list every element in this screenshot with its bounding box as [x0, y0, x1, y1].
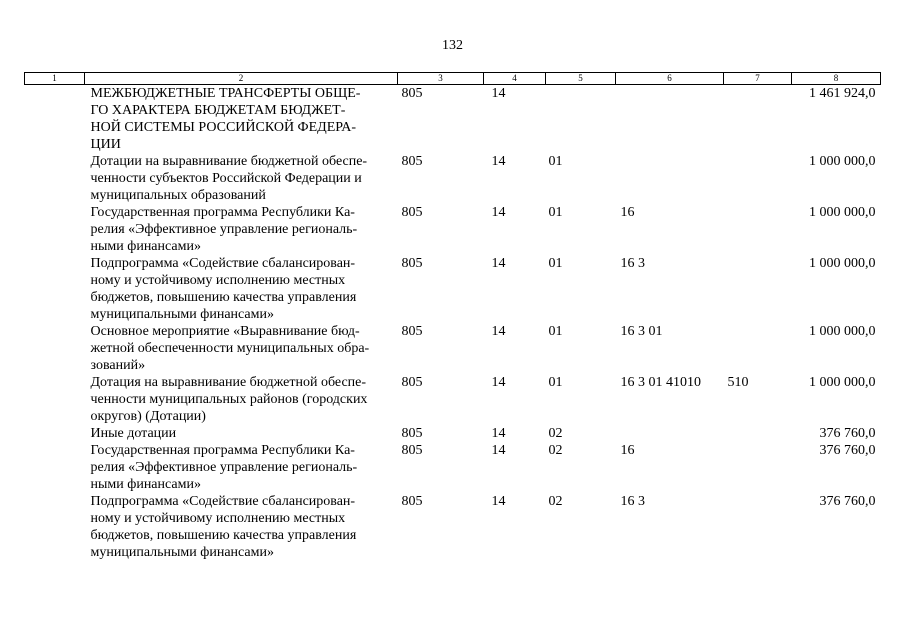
- cell-c3: 805: [401, 494, 423, 509]
- cell-name-line: ными финансами»: [90, 239, 201, 254]
- cell-c7: [724, 153, 792, 204]
- cell-c8: 1 000 000,0: [809, 375, 876, 390]
- cell-c8: 376 760,0: [819, 426, 876, 441]
- cell-col-1: [25, 85, 85, 154]
- cell-name-line: муниципальными финансами»: [90, 545, 274, 560]
- cell-col-1: [25, 442, 85, 493]
- cell-c5: 01: [548, 205, 563, 220]
- column-header-4: 4: [484, 73, 546, 85]
- cell-c6: [616, 425, 724, 442]
- cell-c5: 01: [548, 375, 563, 390]
- column-header-3: 3: [398, 73, 484, 85]
- column-header-2: 2: [85, 73, 398, 85]
- cell-col-1: [25, 493, 85, 561]
- cell-name-line: Подпрограмма «Содействие сбалансирован-: [90, 256, 356, 271]
- cell-name-line: ному и устойчивому исполнению местных: [90, 273, 346, 288]
- cell-name: [85, 493, 398, 561]
- cell-name-line: муниципальных образований: [90, 188, 266, 203]
- cell-name-line: муниципальными финансами»: [90, 307, 274, 322]
- cell-name-line: ными финансами»: [90, 477, 201, 492]
- column-header-7: 7: [724, 73, 792, 85]
- table-row: [25, 323, 881, 374]
- cell-name-line: ному и устойчивому исполнению местных: [90, 511, 346, 526]
- cell-c6: 16: [620, 443, 635, 458]
- table-body: [25, 85, 881, 562]
- cell-name-line: округов) (Дотации): [90, 409, 206, 424]
- cell-c4: 14: [491, 324, 506, 339]
- cell-c3: 805: [401, 443, 423, 458]
- cell-name-line: Дотация на выравнивание бюджетной обеспе-: [90, 375, 367, 390]
- cell-name-line: ченности субъектов Российской Федерации и: [90, 171, 362, 186]
- cell-col-1: [25, 374, 85, 425]
- cell-c7: [724, 493, 792, 561]
- cell-c7: 510: [727, 375, 749, 390]
- cell-name: [85, 374, 398, 425]
- cell-col-1: [25, 255, 85, 323]
- cell-c6: 16 3: [620, 494, 645, 509]
- table-row: [25, 85, 881, 154]
- cell-name: [85, 323, 398, 374]
- cell-c7: [724, 442, 792, 493]
- cell-name-line: ГО ХАРАКТЕРА БЮДЖЕТАМ БЮДЖЕТ-: [90, 103, 346, 118]
- cell-c4: 14: [491, 375, 506, 390]
- cell-name: [85, 255, 398, 323]
- cell-c3: 805: [401, 324, 423, 339]
- cell-c7: [724, 323, 792, 374]
- cell-c4: 14: [491, 205, 506, 220]
- cell-c5: 01: [548, 324, 563, 339]
- cell-c4: 14: [491, 86, 506, 101]
- cell-c3: 805: [401, 86, 423, 101]
- cell-c8: 1 000 000,0: [809, 256, 876, 271]
- cell-col-1: [25, 425, 85, 442]
- cell-c5: [546, 85, 616, 154]
- cell-c8: 1 000 000,0: [809, 324, 876, 339]
- cell-c4: 14: [491, 154, 506, 169]
- cell-c5: 02: [548, 443, 563, 458]
- cell-c7: [724, 204, 792, 255]
- table-row: [25, 204, 881, 255]
- cell-col-1: [25, 204, 85, 255]
- cell-c6: [616, 153, 724, 204]
- cell-col-1: [25, 153, 85, 204]
- cell-name-line: ЦИИ: [90, 137, 121, 152]
- table-row: [25, 153, 881, 204]
- cell-c8: 1 461 924,0: [809, 86, 876, 101]
- cell-c8: 376 760,0: [819, 443, 876, 458]
- cell-name: [85, 153, 398, 204]
- table-row: [25, 255, 881, 323]
- cell-name-line: Государственная программа Республики Ка-: [90, 443, 355, 458]
- table-row: [25, 493, 881, 561]
- cell-name-line: релия «Эффективное управление региональ-: [90, 460, 358, 475]
- cell-c4: 14: [491, 256, 506, 271]
- cell-name-line: Иные дотации: [90, 426, 177, 441]
- cell-name-line: Основное мероприятие «Выравнивание бюд-: [90, 324, 360, 339]
- cell-name-line: НОЙ СИСТЕМЫ РОССИЙСКОЙ ФЕДЕРА-: [90, 120, 357, 135]
- cell-c4: 14: [491, 426, 506, 441]
- cell-c3: 805: [401, 154, 423, 169]
- cell-name: [85, 85, 398, 154]
- cell-c3: 805: [401, 256, 423, 271]
- cell-name-line: Государственная программа Республики Ка-: [90, 205, 355, 220]
- cell-c8: 1 000 000,0: [809, 154, 876, 169]
- cell-c5: 01: [548, 154, 563, 169]
- cell-name-line: Подпрограмма «Содействие сбалансирован-: [90, 494, 356, 509]
- cell-c8: 376 760,0: [819, 494, 876, 509]
- cell-name-line: МЕЖБЮДЖЕТНЫЕ ТРАНСФЕРТЫ ОБЩЕ-: [90, 86, 361, 101]
- cell-c8: 1 000 000,0: [809, 205, 876, 220]
- cell-c7: [724, 85, 792, 154]
- table-row: [25, 425, 881, 442]
- cell-name-line: бюджетов, повышению качества управления: [90, 528, 357, 543]
- cell-c7: [724, 425, 792, 442]
- cell-c5: 02: [548, 426, 563, 441]
- cell-name-line: Дотации на выравнивание бюджетной обеспе-: [90, 154, 368, 169]
- cell-c4: 14: [491, 494, 506, 509]
- cell-name-line: ченности муниципальных районов (городских: [90, 392, 368, 407]
- cell-name-line: релия «Эффективное управление региональ-: [90, 222, 358, 237]
- cell-c3: 805: [401, 205, 423, 220]
- cell-name-line: бюджетов, повышению качества управления: [90, 290, 357, 305]
- budget-table: [24, 72, 881, 561]
- table-row: [25, 442, 881, 493]
- cell-name: [85, 442, 398, 493]
- cell-c6: 16: [620, 205, 635, 220]
- cell-c6: [616, 85, 724, 154]
- cell-col-1: [25, 323, 85, 374]
- cell-c3: 805: [401, 426, 423, 441]
- cell-name: [85, 204, 398, 255]
- column-header-8: 8: [792, 73, 881, 85]
- cell-c7: [724, 255, 792, 323]
- cell-c6: 16 3: [620, 256, 645, 271]
- cell-name: [85, 425, 398, 442]
- cell-name-line: зований»: [90, 358, 146, 373]
- cell-c5: 02: [548, 494, 563, 509]
- column-header-6: 6: [616, 73, 724, 85]
- column-number-row: [25, 73, 881, 85]
- column-header-5: 5: [546, 73, 616, 85]
- cell-c6: 16 3 01: [620, 324, 663, 339]
- cell-name-line: жетной обеспеченности муниципальных обра-: [90, 341, 370, 356]
- cell-c5: 01: [548, 256, 563, 271]
- table-row: [25, 374, 881, 425]
- cell-c6: 16 3 01 41010: [620, 375, 701, 390]
- column-header-1: 1: [25, 73, 85, 85]
- page-number: 132: [442, 38, 463, 53]
- cell-c3: 805: [401, 375, 423, 390]
- cell-c4: 14: [491, 443, 506, 458]
